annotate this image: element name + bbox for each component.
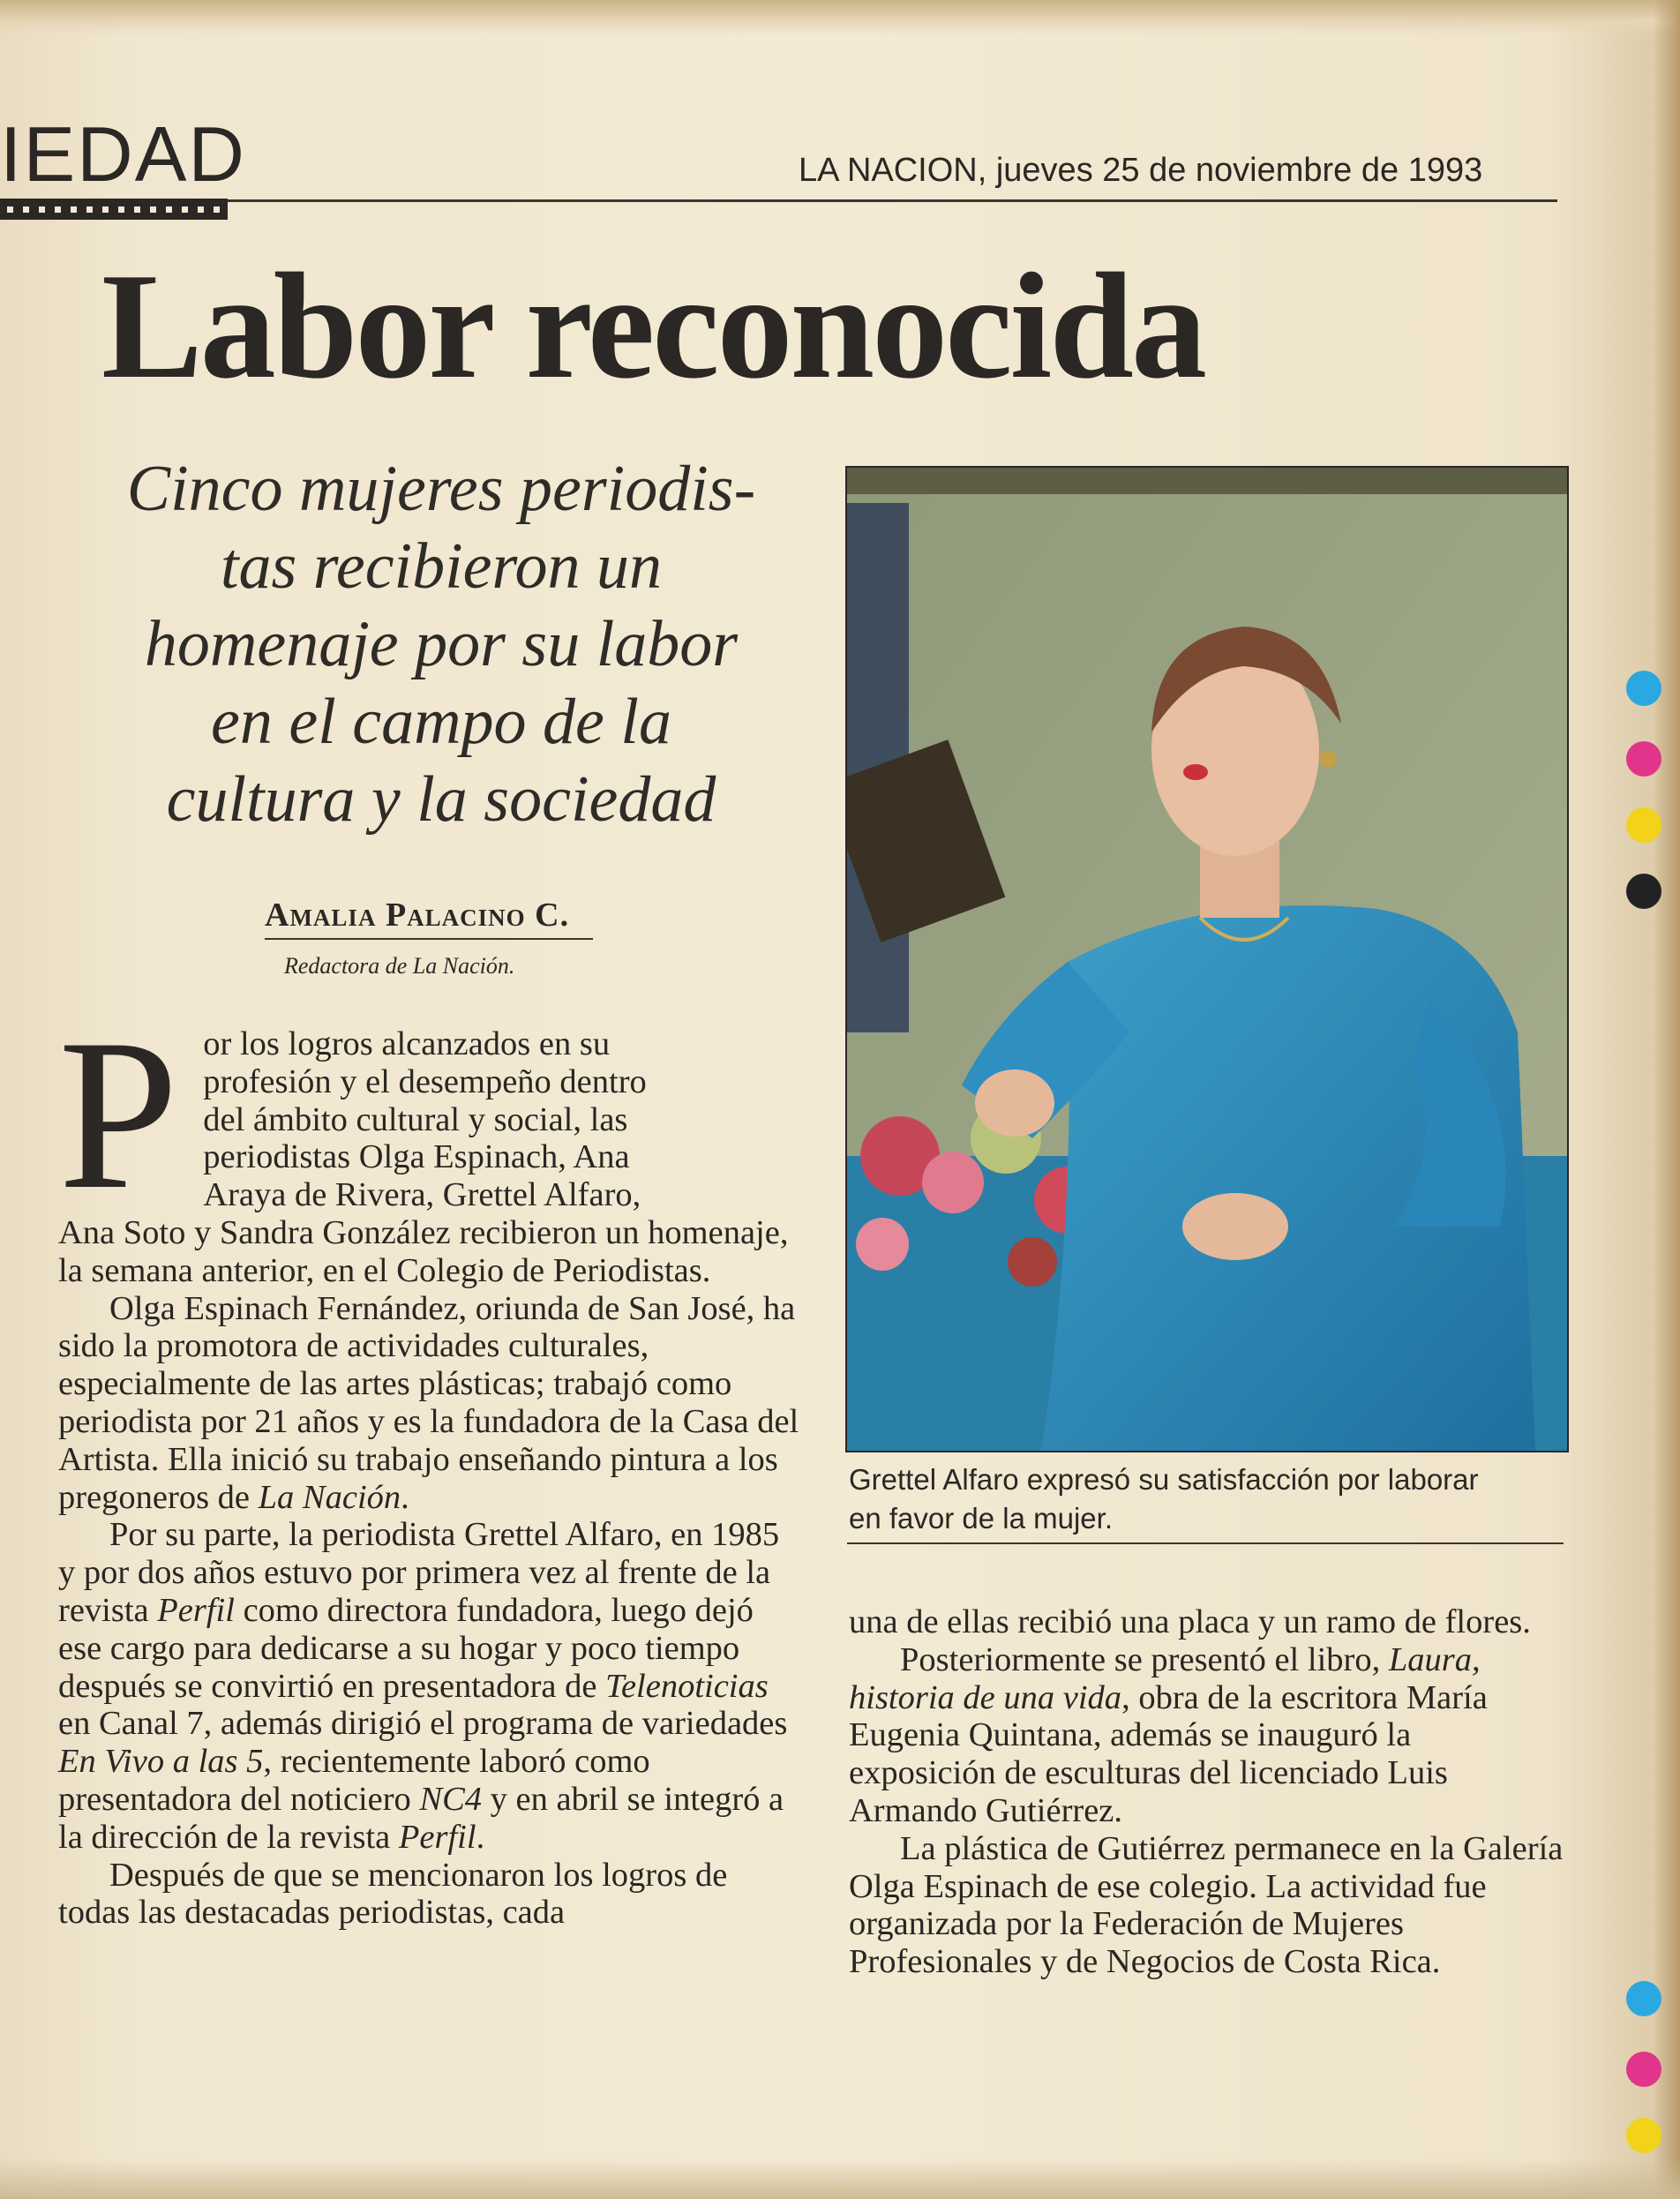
dateline: LA NACION, jueves 25 de noviembre de 1993: [799, 152, 1483, 189]
photo-image: [847, 468, 1567, 1451]
byline-credit: Redactora de La Nación.: [284, 953, 515, 979]
deck-line: Cinco mujeres periodis-: [126, 453, 756, 525]
caption-rule: [847, 1542, 1564, 1544]
page-top-edge: [0, 0, 1680, 35]
body-line: Araya de Rivera, Grettel Alfaro,: [203, 1176, 641, 1214]
registration-dot-cyan: [1626, 1981, 1661, 2016]
paragraph-4-end: una de ellas recibió una placa y un ramo de flores.: [849, 1603, 1531, 1640]
headline: Labor reconocida: [101, 243, 1204, 410]
registration-dot-cyan: [1626, 671, 1661, 706]
caption-line: en favor de la mujer.: [849, 1502, 1113, 1535]
registration-dot-magenta: [1626, 2052, 1661, 2087]
deck-subheadline: [53, 450, 829, 838]
paragraph-5: Posteriormente se presentó el libro, Laura, historia de una vida, obra de la escritora María Eugenia Quintana, además se inauguró la exposición de esculturas del licenciado Luis Armando Gutiérrez.: [849, 1640, 1488, 1829]
body-line: or los logros alcanzados en su: [203, 1025, 611, 1062]
registration-dot-magenta: [1626, 741, 1661, 777]
registration-dot-yellow: [1626, 807, 1661, 843]
drop-cap: P: [58, 994, 179, 1234]
section-film-strip: [0, 199, 228, 220]
body-line: profesión y el desempeño dentro: [203, 1062, 647, 1100]
deck-line: cultura y la sociedad: [166, 763, 716, 836]
deck-line: tas recibieron un: [220, 530, 663, 603]
deck-line: homenaje por su labor: [144, 608, 739, 680]
registration-dot-yellow: [1626, 2118, 1661, 2153]
paragraph-4-start: Después de que se mencionaron los logros de todas las destacadas periodistas, cada: [58, 1856, 728, 1932]
byline-rule: [265, 938, 593, 940]
article-column-left: [58, 994, 799, 1932]
paragraph-3: Por su parte, la periodista Grettel Alfaro, en 1985 y por dos años estuvo por primera vez al frente de la revista Perfil como directora fundadora, luego dejó ese cargo para dedicarse a su hogar y poco tiempo después se convirtió en presentadora de Telenoticias en Canal 7, además dirigió el programa de variedades En Vivo a las 5, recientemente laboró como presentadora del noticiero NC4 y en abril se integró a la dirección de la revista Perfil.: [58, 1516, 788, 1856]
deck-line: en el campo de la: [211, 686, 671, 758]
article-column-right: [849, 1603, 1565, 1981]
paragraph-2: Olga Espinach Fernández, oriunda de San José, ha sido la promotora de actividades culturales, especialmente de las artes plásticas; trabajó como periodista por 21 años y es la fundadora de la Casa del Artista. Ella inició su trabajo enseñando pintura a los pregoneros de La Nación.: [58, 1289, 799, 1516]
page-bottom-edge: [0, 2158, 1680, 2199]
header-rule: [228, 199, 1557, 202]
photo: [845, 466, 1569, 1452]
paragraph-1-rest: Ana Soto y Sandra González recibieron un homenaje, la semana anterior, en el Colegio de Periodistas.: [58, 1213, 789, 1289]
registration-dot-black: [1626, 874, 1661, 909]
caption-line: Grettel Alfaro expresó su satisfacción por laborar: [849, 1463, 1479, 1496]
body-line: periodistas Olga Espinach, Ana: [203, 1138, 630, 1176]
byline-author: Amalia Palacino C.: [265, 897, 570, 934]
photo-caption: [849, 1460, 1572, 1538]
body-line: del ámbito cultural y social, las: [203, 1100, 628, 1138]
section-label: IEDAD: [0, 110, 246, 198]
page-right-edge: [1654, 0, 1680, 2199]
paragraph-6: La plástica de Gutiérrez permanece en la Galería Olga Espinach de ese colegio. La actividad fue organizada por la Federación de Mujeres Profesionales y de Negocios de Costa Rica.: [849, 1829, 1564, 1981]
